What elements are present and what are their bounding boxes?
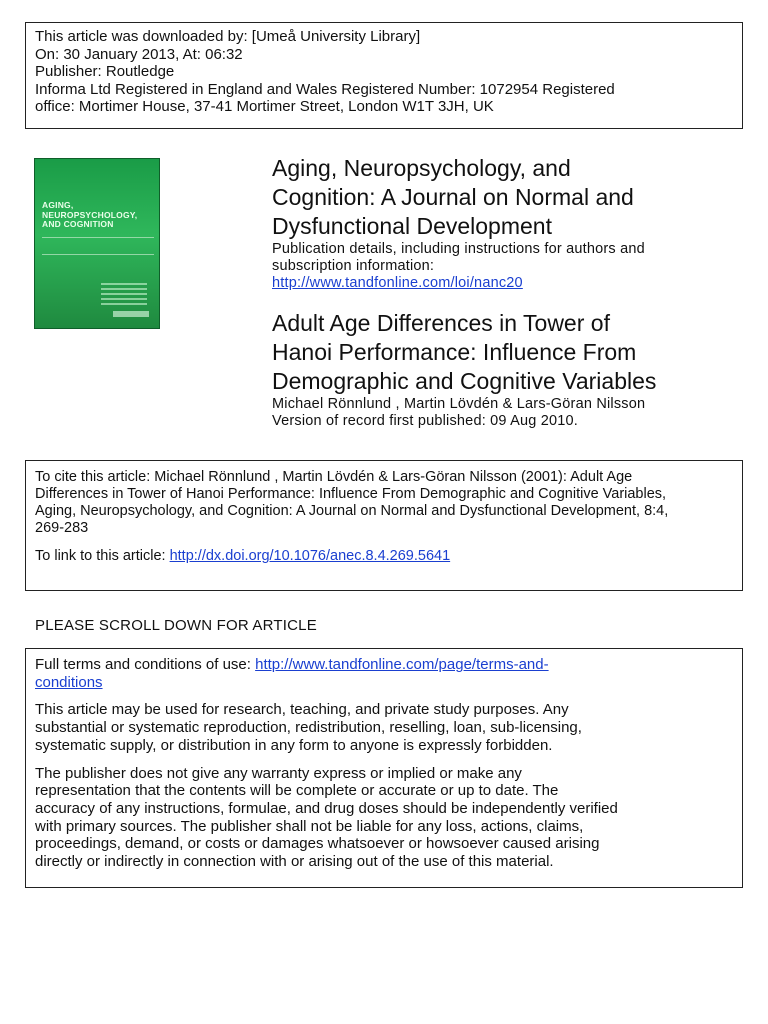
journal-cover-image (34, 158, 160, 329)
cover-editor-lines (101, 283, 147, 305)
article-info (272, 309, 752, 430)
cover-title: AGING, NEUROPSYCHOLOGY, AND COGNITION (42, 200, 138, 229)
journal-title-line: Dysfunctional Development (272, 213, 552, 239)
terms-paragraph (35, 656, 733, 691)
disclaimer-paragraph (35, 765, 733, 871)
disclaimer-line: The publisher does not give any warranty express or implied or make any (35, 764, 522, 782)
journal-title-line: Cognition: A Journal on Normal and (272, 184, 634, 210)
journal-title (272, 154, 742, 241)
usage-paragraph (35, 701, 733, 754)
terms-link-continued[interactable]: conditions (35, 673, 103, 691)
article-authors: Michael Rönnlund , Martin Lövdén & Lars-Göran Nilsson (272, 396, 646, 412)
citation-line: Differences in Tower of Hanoi Performance: Influence From Demographic and Cognitive Variables, (35, 486, 667, 502)
doi-row (35, 548, 733, 565)
terms-label: Full terms and conditions of use: (35, 656, 256, 673)
citation-box (25, 460, 743, 591)
cover-subtitle-band (42, 237, 154, 255)
disclaimer-line: directly or indirectly in connection with or arising out of the use of this material. (35, 853, 554, 871)
disclaimer-line: representation that the contents will be complete or accurate or up to date. The (35, 782, 559, 800)
citation-line: Aging, Neuropsychology, and Cognition: A Journal on Normal and Dysfunctional Development, 8:4, (35, 503, 669, 519)
citation-line: 269-283 (35, 520, 89, 536)
disclaimer-line: proceedings, demand, or costs or damages whatsoever or howsoever caused arising (35, 835, 600, 853)
download-date-line: On: 30 January 2013, At: 06:32 (35, 45, 243, 63)
usage-line: substantial or systematic reproduction, redistribution, reselling, loan, sub-licensing, (35, 719, 582, 737)
usage-line: This article may be used for research, teaching, and private study purposes. Any (35, 701, 569, 719)
article-title-line: Demographic and Cognitive Variables (272, 368, 657, 394)
journal-title-line: Aging, Neuropsychology, and (272, 155, 571, 181)
cover-publisher-logo (113, 311, 149, 317)
terms-box (25, 648, 743, 888)
details-line: Publication details, including instructions for authors and (272, 241, 645, 257)
office-line: office: Mortimer House, 37-41 Mortimer Street, London W1T 3JH, UK (35, 98, 494, 115)
doi-label: To link to this article: (35, 548, 170, 564)
article-title-line: Adult Age Differences in Tower of (272, 310, 610, 336)
download-line: This article was downloaded by: [Umeå University Library] (35, 28, 421, 45)
disclaimer-line: accuracy of any instructions, formulae, and drug doses should be independently verified (35, 799, 618, 817)
details-line: subscription information: (272, 258, 435, 274)
doi-link[interactable]: http://dx.doi.org/10.1076/anec.8.4.269.5641 (169, 548, 451, 564)
article-title-line: Hanoi Performance: Influence From (272, 339, 637, 365)
citation-line: To cite this article: Michael Rönnlund , Martin Lövdén & Lars-Göran Nilsson (2001): Adult Age (35, 469, 633, 485)
publication-details (272, 241, 742, 292)
article-version: Version of record first published: 09 Aug 2010. (272, 413, 579, 429)
scroll-notice: PLEASE SCROLL DOWN FOR ARTICLE (35, 617, 317, 634)
article-title (272, 309, 752, 396)
terms-link[interactable]: http://www.tandfonline.com/page/terms-and- (255, 656, 549, 673)
disclaimer-line: with primary sources. The publisher shall not be liable for any loss, actions, claims, (35, 817, 584, 835)
publisher-line: Publisher: Routledge (35, 63, 175, 80)
journal-info (272, 154, 742, 292)
usage-line: systematic supply, or distribution in any form to anyone is expressly forbidden. (35, 736, 553, 754)
download-info-box (25, 22, 743, 129)
registration-line: Informa Ltd Registered in England and Wales Registered Number: 1072954 Registered (35, 80, 615, 98)
journal-url-link[interactable]: http://www.tandfonline.com/loi/nanc20 (272, 275, 523, 291)
